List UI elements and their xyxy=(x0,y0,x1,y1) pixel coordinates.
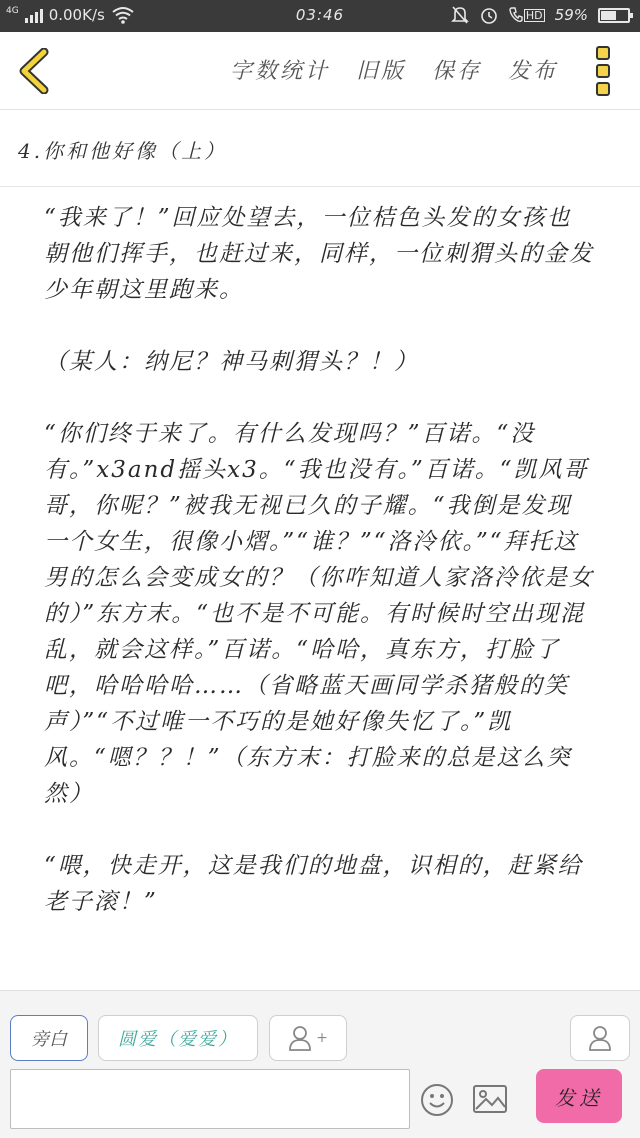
battery-icon xyxy=(598,8,630,23)
chat-input-panel xyxy=(0,990,640,1138)
battery-percent: 59% xyxy=(554,6,588,24)
add-role-button[interactable] xyxy=(269,1015,347,1061)
status-bar xyxy=(0,0,640,32)
network-type: 4G xyxy=(6,5,19,16)
story-paragraph: “你们终于来了。有什么发现吗？”百诺。“没有。”x3and摇头x3。“我也没有。”百诺。“凯风哥哥，你呢？”被我无视已久的子耀。“我倒是发现一个女生，很像小熠。”“谁？”“洛泠依。”“拜托这男的怎么会变成女的？（你咋知道人家洛泠依是女的）”东方末。“也不是不可能。有时候时空出现混乱，就会这样。”百诺。“哈哈，真东方，打脸了吧，哈哈哈哈……（省略蓝天画同学杀猪般的笑声）”“不过唯一不巧的是她好像失忆了。”凯风。“嗯？？！”（东方末：打脸来的总是这么突然） xyxy=(44,421,594,807)
status-right xyxy=(451,5,630,25)
network-speed: 0.00K/s xyxy=(48,6,105,24)
save-button[interactable]: 保存 xyxy=(431,59,482,84)
send-button[interactable]: 发送 xyxy=(536,1069,622,1123)
back-arrow-icon[interactable] xyxy=(14,48,54,94)
clock: 03:46 xyxy=(295,6,345,24)
profile-button[interactable] xyxy=(570,1015,630,1061)
image-icon[interactable] xyxy=(472,1083,508,1115)
message-input[interactable] xyxy=(10,1069,410,1129)
story-paragraph: “喂，快走开，这是我们的地盘，识相的，赶紧给老子滚！” xyxy=(44,853,583,915)
story-paragraph: “我来了！”回应处望去，一位桔色头发的女孩也朝他们挥手，也赶过来，同样，一位刺猬头的金发少年朝这里跑来。 xyxy=(44,205,594,303)
story-content[interactable] xyxy=(44,200,596,984)
menu-dot xyxy=(596,64,610,78)
chapter-title[interactable]: 4.你和他好像（上） xyxy=(0,111,640,187)
person-add-icon xyxy=(288,1025,312,1051)
old-version-button[interactable]: 旧版 xyxy=(355,59,406,84)
emoji-icon[interactable] xyxy=(420,1083,454,1117)
phone-hd-icon xyxy=(509,7,545,23)
word-count-button[interactable]: 字数统计 xyxy=(229,59,330,84)
mute-icon xyxy=(451,5,469,25)
publish-button[interactable]: 发布 xyxy=(507,59,558,84)
add-symbol: + xyxy=(316,1030,328,1046)
more-menu-icon[interactable] xyxy=(596,46,614,96)
editor-toolbar xyxy=(0,32,640,110)
hd-label: HD xyxy=(525,8,543,22)
role-button[interactable]: 圆爱（爱爱） xyxy=(98,1015,258,1061)
story-paragraph: （某人：纳尼？神马刺猬头？！） xyxy=(44,349,419,375)
alarm-icon xyxy=(479,5,499,25)
person-icon xyxy=(588,1025,612,1051)
menu-dot xyxy=(596,46,610,60)
menu-dot xyxy=(596,82,610,96)
toolbar-actions xyxy=(230,54,558,85)
narration-button[interactable]: 旁白 xyxy=(10,1015,88,1061)
